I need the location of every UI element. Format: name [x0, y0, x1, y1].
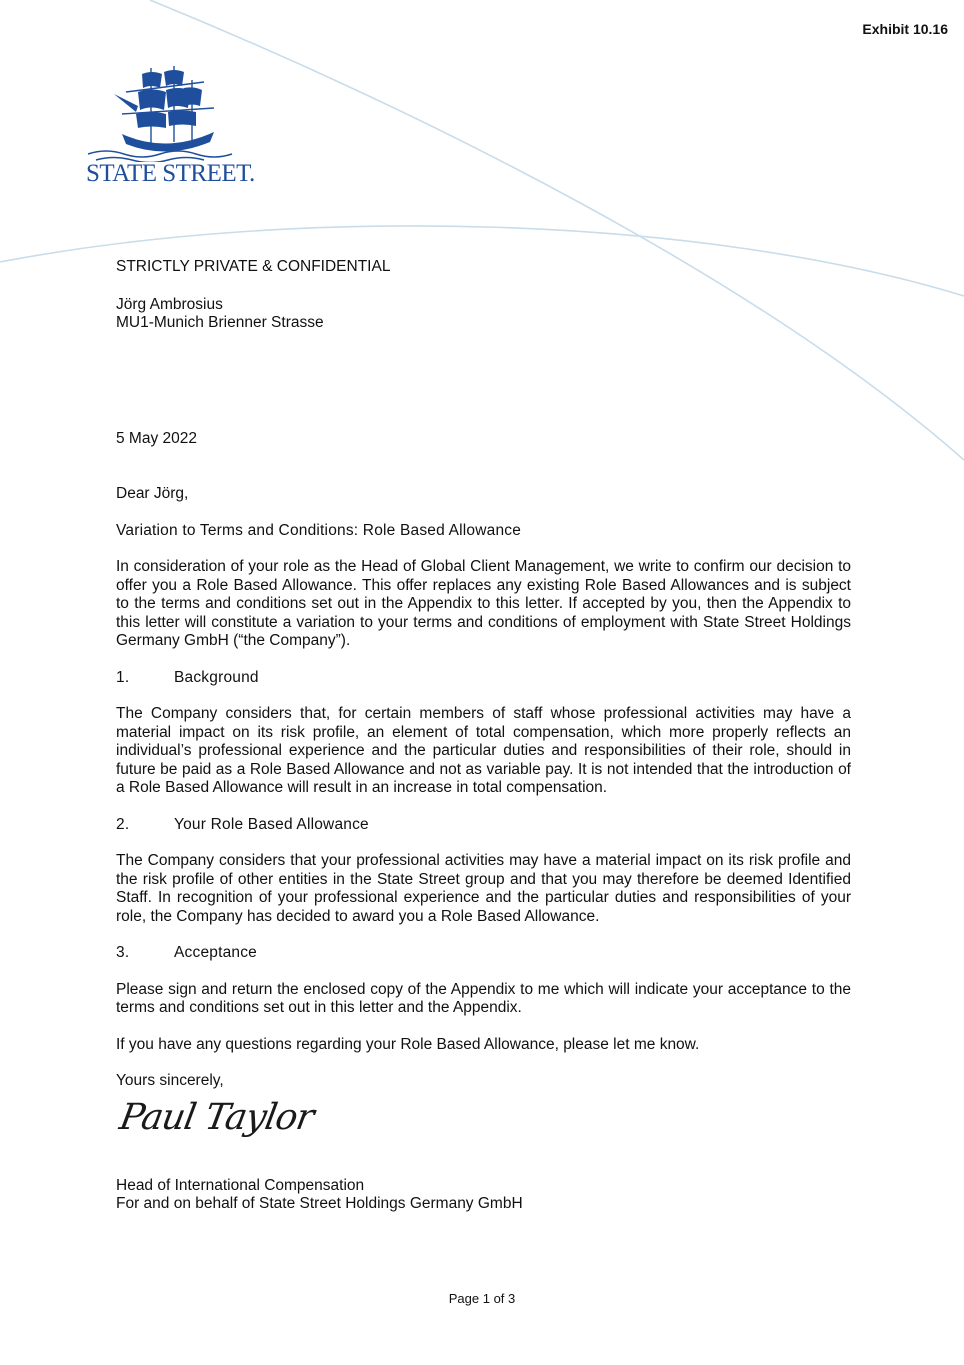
recipient-location: MU1-Munich Brienner Strasse — [116, 314, 324, 331]
salutation: Dear Jörg, — [116, 485, 189, 502]
section-heading — [116, 816, 851, 835]
signer-company: For and on behalf of State Street Holdings Germany GmbH — [116, 1195, 523, 1212]
letter-subject: Variation to Terms and Conditions: Role Based Allowance — [116, 521, 522, 539]
signature — [116, 1096, 851, 1177]
section-body: The Company considers that, for certain members of staff whose professional activities may have a material impact on its risk profile, an element of total compensation, which more properly reflects an individual’s professional experience and the particular duties and responsibilities of their role, should in future be paid as a Role Based Allowance and not as variable pay. It is not intended that the introduction of a Role Based Allowance will result in an increase in total compensation. — [116, 705, 851, 796]
intro-paragraph: In consideration of your role as the Head of Global Client Management, we write to confirm our decision to offer you a Role Based Allowance. This offer replaces any existing Role Based Allowances and is subject to the terms and conditions set out in the Appendix to this letter. If accepted by you, then the Appendix to this letter will constitute a variation to your terms and conditions of employment with State Street Holdings Germany GmbH (“the Company”). — [116, 558, 851, 649]
signer-title: Head of International Compensation — [116, 1176, 365, 1194]
ship-icon — [86, 62, 256, 162]
section-body: Please sign and return the enclosed copy of the Appendix to me which will indicate your acceptance to the terms and conditions set out in this letter and the Appendix. — [116, 980, 851, 1016]
questions-paragraph: If you have any questions regarding your Role Based Allowance, please let me know. — [116, 1035, 700, 1053]
confidential-label: STRICTLY PRIVATE & CONFIDENTIAL — [116, 258, 391, 275]
recipient-name: Jörg Ambrosius — [116, 295, 223, 313]
letter-body — [116, 258, 851, 1214]
section-title: Background — [174, 668, 259, 686]
recipient-address — [116, 296, 851, 390]
state-street-logo — [86, 62, 256, 192]
section-number: 3. — [116, 944, 130, 961]
section-title: Acceptance — [174, 944, 257, 961]
section-number: 1. — [116, 668, 130, 686]
letter-date: 5 May 2022 — [116, 429, 197, 447]
handwritten-signature: Paul Taylor — [116, 1096, 317, 1138]
exhibit-label: Exhibit 10.16 — [862, 21, 948, 37]
section-title: Your Role Based Allowance — [174, 815, 369, 833]
section-body: The Company considers that your professional activities may have a material impact on its risk profile and the risk profile of other entities in the State Street group and that you may therefore be deemed Identified Staff. In recognition of your professional experience and the particular duties and responsibilities of your role, the Company has decided to award you a Role Based Allowance. — [116, 852, 851, 925]
section-heading — [116, 669, 851, 688]
closing: Yours sincerely, — [116, 1072, 224, 1089]
section-heading — [116, 944, 851, 963]
section-number: 2. — [116, 815, 130, 833]
page-number: Page 1 of 3 — [448, 1291, 516, 1306]
company-logo-text: STATE STREET. — [86, 160, 255, 187]
